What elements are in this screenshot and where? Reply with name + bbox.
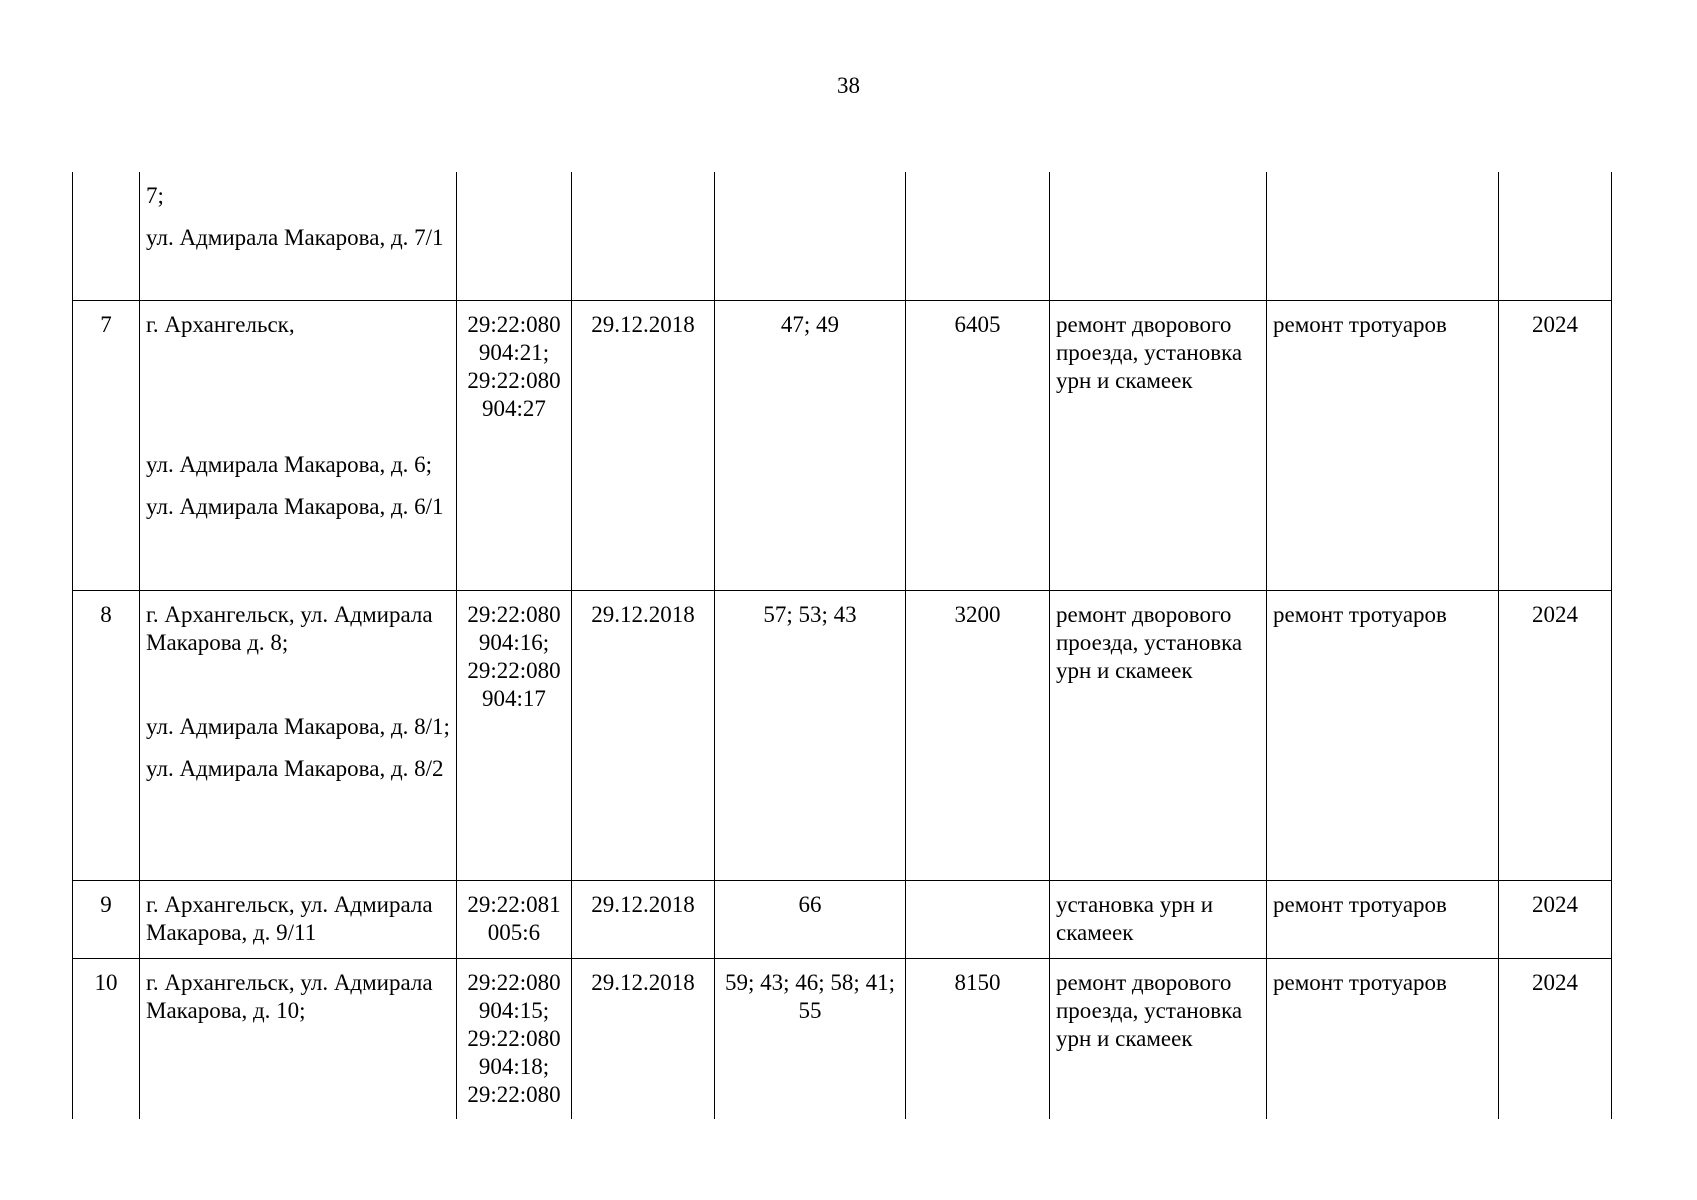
cell-cadastral	[457, 172, 572, 300]
cell-address	[140, 172, 457, 300]
cadastral-line: 29:22:080	[467, 1081, 561, 1107]
cadastral-line: 29:22:080 904:15;	[467, 969, 561, 1023]
cell-date	[572, 172, 715, 300]
cell-num: 10	[73, 958, 140, 1119]
cell-address	[140, 590, 457, 880]
cell-address	[140, 958, 457, 1119]
cell-area: 3200	[906, 590, 1050, 880]
cell-date: 29.12.2018	[572, 300, 715, 590]
page-number: 38	[837, 73, 860, 98]
cadastral-line: 29:22:080 904:17	[467, 657, 561, 711]
cell-works-extra: ремонт тротуаров	[1267, 300, 1499, 590]
address-line: г. Архангельск, ул. Адмирала Макарова, д. 9/11	[146, 891, 433, 945]
cell-area	[906, 880, 1050, 958]
cell-date: 29.12.2018	[572, 880, 715, 958]
cell-cadastral	[457, 958, 572, 1119]
cell-date: 29.12.2018	[572, 958, 715, 1119]
cell-works-main: ремонт дворового проезда, установка урн и скамеек	[1050, 300, 1267, 590]
cell-cadastral	[457, 880, 572, 958]
cadastral-line: 29:22:081 005:6	[467, 891, 561, 945]
cell-address	[140, 880, 457, 958]
cell-area: 6405	[906, 300, 1050, 590]
address-line: 7;	[146, 183, 164, 208]
address-line: ул. Адмирала Макарова, д. 8/2	[146, 755, 444, 781]
cell-works-extra: ремонт тротуаров	[1267, 880, 1499, 958]
cell-num: 8	[73, 590, 140, 880]
cell-cadastral	[457, 300, 572, 590]
cadastral-line: 29:22:080 904:18;	[467, 1025, 561, 1079]
cell-year: 2024	[1499, 880, 1612, 958]
cell-parcels: 57; 53; 43	[715, 590, 906, 880]
cell-num	[73, 172, 140, 300]
cell-year: 2024	[1499, 958, 1612, 1119]
cell-date: 29.12.2018	[572, 590, 715, 880]
cell-works-extra: ремонт тротуаров	[1267, 958, 1499, 1119]
cell-num: 7	[73, 300, 140, 590]
cell-parcels: 59; 43; 46; 58; 41; 55	[715, 958, 906, 1119]
table-row	[73, 880, 1612, 958]
cell-parcels	[715, 172, 906, 300]
cell-works-extra: ремонт тротуаров	[1267, 590, 1499, 880]
address-line: г. Архангельск, ул. Адмирала Макарова д. 8;	[146, 601, 433, 655]
table-row	[73, 300, 1612, 590]
address-line: ул. Адмирала Макарова, д. 6/1	[146, 493, 444, 519]
table-row	[73, 958, 1612, 1119]
cell-num: 9	[73, 880, 140, 958]
cadastral-line: 29:22:080 904:16;	[467, 601, 561, 655]
table-row-continuation	[73, 172, 1612, 300]
address-line: г. Архангельск,	[146, 311, 295, 337]
cell-year: 2024	[1499, 300, 1612, 590]
cell-works-main: установка урн и скамеек	[1050, 880, 1267, 958]
cell-works-main	[1050, 172, 1267, 300]
cadastral-line: 29:22:080 904:21;	[467, 311, 561, 365]
cell-parcels: 47; 49	[715, 300, 906, 590]
cell-parcels: 66	[715, 880, 906, 958]
cell-year: 2024	[1499, 590, 1612, 880]
cadastral-line: 29:22:080 904:27	[467, 367, 561, 421]
address-line: ул. Адмирала Макарова, д. 6;	[146, 451, 433, 477]
cell-area	[906, 172, 1050, 300]
cell-works-extra	[1267, 172, 1499, 300]
cell-area: 8150	[906, 958, 1050, 1119]
cell-address	[140, 300, 457, 590]
cell-cadastral	[457, 590, 572, 880]
address-line: ул. Адмирала Макарова, д. 7/1	[146, 225, 444, 250]
address-line: г. Архангельск, ул. Адмирала Макарова, д. 10;	[146, 969, 433, 1023]
table-row	[73, 590, 1612, 880]
address-line: ул. Адмирала Макарова, д. 8/1;	[146, 713, 450, 739]
cell-year	[1499, 172, 1612, 300]
cell-works-main: ремонт дворового проезда, установка урн и скамеек	[1050, 590, 1267, 880]
cell-works-main: ремонт дворового проезда, установка урн и скамеек	[1050, 958, 1267, 1119]
improvement-table	[72, 172, 1612, 1119]
